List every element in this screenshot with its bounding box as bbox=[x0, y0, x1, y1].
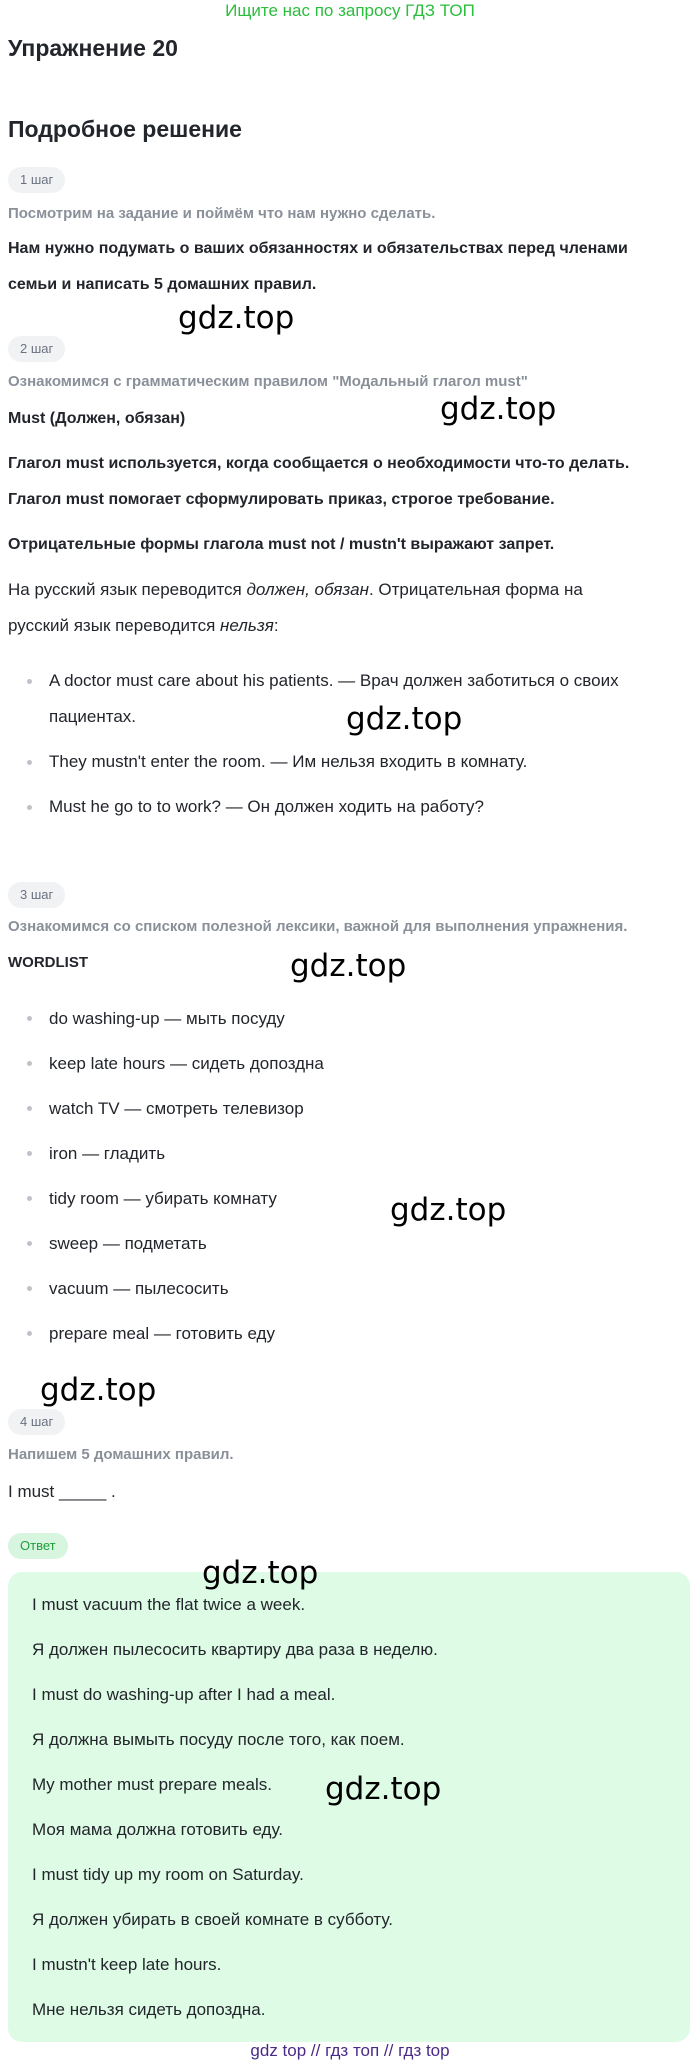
list-item: They mustn't enter the room. — Им нельзя входить в комнату. bbox=[8, 744, 680, 780]
step-3-badge: 3 шаг bbox=[8, 882, 65, 908]
answer-line: My mother must prepare meals. bbox=[32, 1775, 272, 1794]
step-3-intro: Ознакомимся со списком полезной лексики, важной для выполнения упражнения. bbox=[8, 918, 628, 935]
list-item: sweep — подметать bbox=[8, 1221, 688, 1266]
answer-line: Моя мама должна готовить еду. bbox=[32, 1820, 283, 1839]
wordlist-heading: WORDLIST bbox=[8, 954, 88, 971]
answer-line: I mustn't keep late hours. bbox=[32, 1955, 222, 1974]
list-item: prepare meal — готовить еду bbox=[8, 1311, 688, 1356]
step-2-intro: Ознакомимся с грамматическим правилом "Модальный глагол must" bbox=[8, 373, 528, 390]
watermark: gdz.top bbox=[325, 1771, 442, 1807]
list-item: do washing-up — мыть посуду bbox=[8, 996, 688, 1041]
watermark: gdz.top bbox=[178, 300, 295, 336]
list-item: Must he go to to work? — Он должен ходить на работу? bbox=[8, 789, 680, 825]
answer-box bbox=[8, 1572, 690, 2042]
step-1-badge: 1 шаг bbox=[8, 167, 65, 193]
watermark: gdz.top bbox=[346, 701, 463, 737]
translation-note bbox=[8, 572, 648, 644]
examples-list bbox=[8, 663, 680, 834]
step-1-intro: Посмотрим на задание и поймём что нам нужно сделать. bbox=[8, 205, 436, 222]
rule-3: Отрицательные формы глагола must not / mustn't выражают запрет. bbox=[8, 536, 555, 553]
answer-line: Я должен убирать в своей комнате в субботу. bbox=[32, 1910, 393, 1929]
translation-text-2: . Отрицательная форма на русский язык переводится bbox=[8, 580, 583, 635]
translation-text-3: : bbox=[273, 616, 279, 635]
rule-1: Глагол must используется, когда сообщается о необходимости что-то делать. bbox=[8, 455, 630, 472]
step-4-intro: Напишем 5 домашних правил. bbox=[8, 1446, 234, 1463]
list-item: vacuum — пылесосить bbox=[8, 1266, 688, 1311]
footer-links[interactable]: gdz top // гдз топ // гдз top bbox=[250, 2041, 450, 2060]
step-1-task-line-2: семьи и написать 5 домашних правил. bbox=[8, 276, 317, 293]
watermark: gdz.top bbox=[40, 1372, 157, 1408]
answer-line: I must do washing-up after I had a meal. bbox=[32, 1685, 336, 1704]
answer-line: Я должна вымыть посуду после того, как поем. bbox=[32, 1730, 405, 1749]
rule-2: Глагол must помогает сформулировать приказ, строгое требование. bbox=[8, 491, 555, 508]
watermark: gdz.top bbox=[290, 948, 407, 984]
step-4-badge: 4 шаг bbox=[8, 1409, 65, 1435]
list-item: A doctor must care about his patients. — Врач должен заботиться о своих пациентах. bbox=[8, 663, 680, 735]
answer-line: Я должен пылесосить квартиру два раза в неделю. bbox=[32, 1640, 438, 1659]
list-item: iron — гладить bbox=[8, 1131, 688, 1176]
translation-mustnt: нельзя bbox=[220, 616, 274, 635]
list-item: tidy room — убирать комнату bbox=[8, 1176, 688, 1221]
step-1-task-line-1: Нам нужно подумать о ваших обязанностях и обязательствах перед членами bbox=[8, 240, 628, 257]
watermark: gdz.top bbox=[440, 391, 557, 427]
watermark: gdz.top bbox=[390, 1192, 507, 1228]
solution-heading: Подробное решение bbox=[8, 116, 242, 142]
search-banner[interactable]: Ищите нас по запросу ГДЗ ТОП bbox=[225, 1, 475, 20]
wordlist bbox=[8, 996, 688, 1356]
page-title: Упражнение 20 bbox=[8, 35, 178, 61]
rule-template: I must _____ . bbox=[8, 1482, 116, 1501]
answer-line: I must tidy up my room on Saturday. bbox=[32, 1865, 304, 1884]
must-heading: Must (Должен, обязан) bbox=[8, 410, 186, 427]
list-item: keep late hours — сидеть допоздна bbox=[8, 1041, 688, 1086]
answer-line: I must vacuum the flat twice a week. bbox=[32, 1595, 306, 1614]
step-2-badge: 2 шаг bbox=[8, 336, 65, 362]
answer-line: Мне нельзя сидеть допоздна. bbox=[32, 2000, 266, 2019]
watermark: gdz.top bbox=[202, 1555, 319, 1591]
list-item: watch TV — смотреть телевизор bbox=[8, 1086, 688, 1131]
translation-text-1: На русский язык переводится bbox=[8, 580, 247, 599]
answer-badge: Ответ bbox=[8, 1533, 68, 1559]
translation-must: должен, обязан bbox=[246, 580, 369, 599]
